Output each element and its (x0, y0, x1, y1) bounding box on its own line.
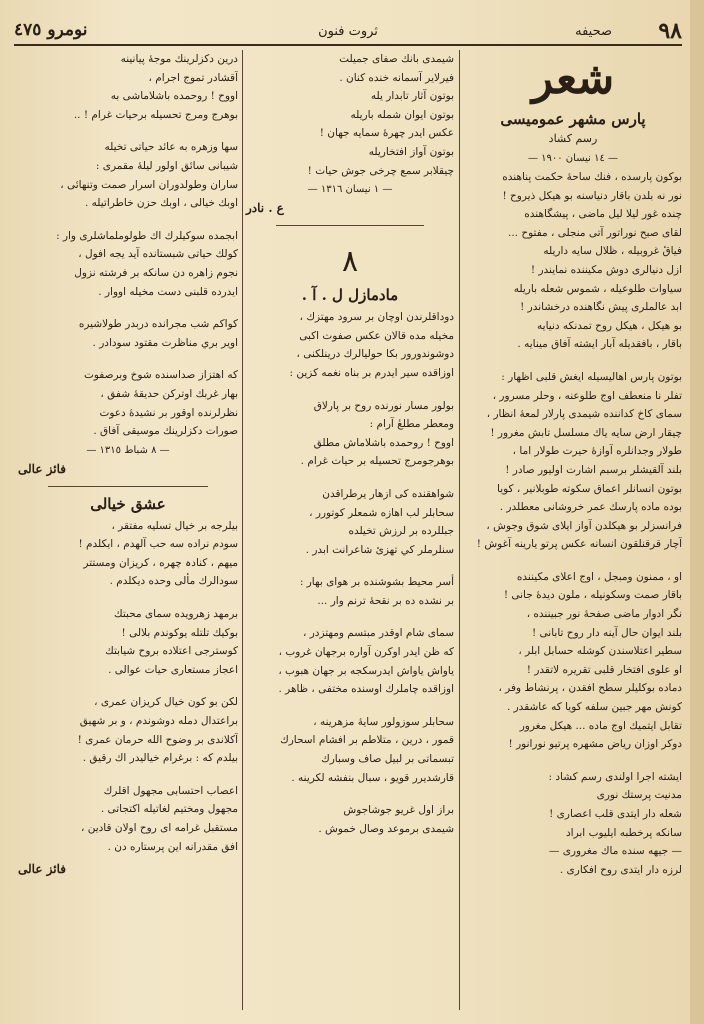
poem-body (246, 308, 454, 838)
verse-line: أسر محيط بشوشنده بر هواى بهار : (299, 576, 454, 589)
verse-line: — جيهه سنده ماك مغرورى — (548, 845, 682, 858)
stanza (18, 227, 238, 301)
verse-line: ايشته اجرا اولندى رسم كشاد : (548, 770, 682, 783)
column-middle (246, 50, 454, 1010)
verse-line: لكن بو كون خيال كريزان عمرى ، (94, 696, 238, 709)
stanza (464, 568, 682, 754)
verse-line: شعله دار ايتدى قلب اعصارى ! (549, 808, 682, 820)
verse-line: ابد عالملرى پيش نگاهنده درخشاندر ! (520, 301, 682, 314)
verse-line: كواكم شب مجرانده دربدر طولاشيره (78, 318, 238, 331)
verse-line: طولار وجدانلره آوازهٔ حيرت طولار اما ، (512, 445, 682, 458)
verse-line: كونش مهر جبين سلفه كويا كه عاشقدر . (506, 701, 682, 714)
verse-line: برمهد زهرويده سماى محبتك (114, 608, 238, 621)
verse-line: فياقٔ غروبيله ، ظلال سايه داريله (543, 245, 682, 258)
verse-line: كولك حياتى شبستانده آيد يجه افول ، (78, 248, 238, 261)
verse-line: سنلرملر كي تهزئ شاعرانت ابدر . (305, 543, 454, 556)
verse-line: بيلدم كه : برغرام خياليدر اك رقيق . (82, 752, 238, 765)
verse-line: شيمدى بانك صفاى جميلت (339, 53, 454, 65)
stanza (18, 517, 238, 591)
verse-line: كه ظن ايدر اوكرن آواره برجهان غروب ، (278, 646, 454, 659)
verse-line: اووح ! روحمده باشلاماش مطلق (313, 436, 454, 449)
verse-line: شيمدى برموعد وصال خموش . (318, 822, 454, 835)
stanza (246, 308, 454, 382)
verse-line: ايدرده قلبنى دست مخيله اووار . (98, 285, 238, 298)
verse-line: نور نه بلدن باقار دنياسنه بو هيكل ذيروح ! (502, 189, 682, 202)
verse-line: دماده بوكليلر سطح افقدن ، پرنشاط وفر ، (498, 682, 682, 695)
verse-line: بوهرجومرج تحسيله بر حيات غرام . (300, 455, 454, 468)
verse-line: چيقلابر سمع چرخى جوش حيات ! (307, 164, 454, 177)
stanza (246, 801, 454, 838)
verse-line: باقار ، بافقديله آبار ايشته آفاق مينايه . (517, 338, 682, 351)
verse-line: بلند آلقيشلر برسبم اشارت اوليور صادر ! (505, 463, 682, 476)
magazine-title: ثروت فنون (318, 24, 378, 39)
verse-line: چنده غور ليلا ليل ماضى ، پيشگاهنده (524, 208, 682, 221)
verse-line: سانكه پرخطبه ايليوب ابراد (566, 826, 682, 839)
stanza (246, 624, 454, 698)
stanza (18, 605, 238, 679)
verse-line: شيبانى سائق اولور ليلهٔ مقمرى : (95, 159, 238, 172)
verse-line: سها وزهره به عائد حياتى تخيله (104, 141, 238, 154)
verse-line: فرانسزلر بو هيكلدن آواز ايلاى شوق وجوش ، (486, 519, 682, 532)
stanza (464, 768, 682, 880)
signature: فائز عالى (18, 461, 67, 476)
verse-line: سماى شام اوقدر مبتسم ومهتزدر ، (302, 627, 454, 640)
verse-line: اعصاب احتسابى مجهول اقلرك (103, 784, 238, 797)
verse-line: اووح ! روحمده باشلاماشى به (110, 90, 238, 103)
stanza (18, 315, 238, 352)
verse-line: ياواش ياواش ايدرسكجه بر جهان هبوب ، (278, 664, 454, 677)
verse-line: ميهم ، كنادہ چهره ، كريزان ومستتر (83, 556, 238, 569)
verse-line: سحابلر سوزولور سايهٔ مزهرينه ، (313, 715, 454, 728)
verse-line: بوتون پارس اهاليسيله ايغش قلبى اظهار : (501, 370, 682, 383)
verse-line: آكلاندى بر وضوح الله حرمان عمرى ! (77, 733, 238, 746)
verse-line: چيقار ارض سايه ياك مسلسل تابش مغرور ! (490, 426, 682, 439)
verse-line: اوبك خيالى ، اوبك حزن خاطراتيله . (84, 197, 238, 210)
verse-line: تقابل ايتميك اوج ماده ... هيكل مغرور (519, 719, 682, 732)
verse-line: آچار قرقنلقون انسانه عكس پرتو يارينه آغوش ! (476, 538, 682, 551)
verse-line: بوتون ايوان شمله باريله (350, 108, 454, 121)
verse-line: بوده ماده پارسك عمر خروشانى معطلدر . (499, 501, 682, 514)
verse-line: سودالرك مألى وحده ديكلدم . (109, 575, 238, 588)
stanza (18, 693, 238, 767)
stanza (246, 397, 454, 471)
divider (276, 225, 424, 226)
verse-line: براعتدال دمله دوشوندم ، و بر شهيق (79, 715, 238, 728)
verse-line: لقاى صبح نوراتور آتى منجلى ، مفتوح ... (507, 226, 682, 239)
verse-line: بوتون آواز افتخاريله (368, 145, 454, 158)
column-divider (242, 50, 243, 1010)
verse-line: سحابلر لب اهازه شمعلر كوتورر ، (309, 506, 454, 519)
verse-line: سياوات طلوعيله ، شموس شعله باريله (513, 282, 682, 295)
page-label: صحيفه (575, 24, 612, 39)
signature: فائز عالى (18, 862, 67, 877)
verse-line: قارشديرر قويو ، سبال بنفشه لكرينه . (291, 771, 454, 784)
stanza (18, 366, 238, 440)
column-right (464, 50, 682, 1010)
stanza (464, 168, 682, 354)
page-header (14, 14, 682, 46)
verse-line: نگر ادوار ماضى صفحهٔ نور جبيننده ، (526, 608, 682, 621)
verse-line: بيلرجه بر خيال تسليه مفتقر ، (111, 519, 238, 532)
handwritten-mark: ٨ (341, 244, 359, 280)
page-number: ٩٨ (658, 18, 682, 44)
verse-line: قمور ، درين ، متلاطم بر افشام اسحارك (280, 734, 454, 747)
verse-line: باقار صمت وسكونيله ، ملون ديدهٔ جانى ! (503, 589, 682, 602)
verse-line: بوهرج ومرج تحسيله برحيات غرام ! .. (73, 108, 238, 121)
verse-line: اعجاز مستعارى حيات عوالى . (108, 663, 238, 676)
verse-line: سطير اعتلاسندن كوشله حسابل ابلر ، (518, 645, 682, 658)
verse-line: صورات دكزلرينك موسيقى آفاق . (93, 425, 238, 438)
verse-line: شواهقنده كى ازهار يرطراقدن (322, 487, 454, 500)
verse-line: تبسماتى بر لبيل صاف وسبارك (321, 753, 454, 766)
verse-line: آقشادر تموج اجرام ، (148, 71, 238, 84)
stanza (246, 485, 454, 559)
verse-line: سودم نراده سه حب آلهدم ، ايكلدم ! (78, 538, 238, 551)
poem-body (18, 50, 238, 441)
verse-line: تفلر نا منعطف اوج طلوعنه ، وحلر مسرور ، (492, 389, 682, 402)
verse-line: نجوم زاهره دن سانكه بر فرشته نزول (74, 266, 238, 279)
verse-line: بولور مسار نورنده روح بر پارلاق (313, 399, 454, 412)
divider (48, 486, 208, 487)
issue-number: نومرو ٤٧٥ (14, 20, 88, 40)
poem-date: — ١٤ نيسان ١٩٠٠ — (527, 153, 619, 164)
verse-line: عكس ايدر چهرهٔ سمايه جهان ! (319, 127, 454, 140)
verse-line: بوتون انسانلر اعماق سكوته طوبلانير ، كويا (497, 482, 682, 495)
verse-line: بلند ايوان حال آينه دار روح تابانى ! (531, 626, 682, 639)
verse-line: بهار غربك اوتركن حديقهٔ شفق ، (100, 387, 238, 400)
column-left (18, 50, 238, 1010)
verse-line: كه اهتزاز صداسنده شوخ وبرصفوت (83, 369, 238, 382)
stanza (18, 138, 238, 212)
poem-date: — ١ نيسان ١٣١٦ — (307, 184, 393, 196)
stanza (246, 50, 454, 180)
verse-line: ومعطر مطلعٔ آرام : (369, 418, 454, 431)
verse-line: مستقبل غرامه اى روح اولان قادين ، (80, 822, 238, 834)
poem-title: عشق خيالى (90, 494, 166, 513)
verse-line: ساران وطولدوران اسرار صمت وتنهائى ، (60, 178, 238, 191)
verse-line: لرزه دار ايتدى روح افكارى . (559, 863, 682, 876)
signature: ع . نادر (246, 201, 284, 216)
verse-line: ابجمده سوكيلرك اك طولوملماشلرى وار : (56, 229, 238, 242)
verse-line: دوداقلرندن اوچان بر سرود مهتزك ، (299, 311, 454, 324)
verse-line: مخيله مده قالان عكس صفوت اكبى (299, 329, 454, 342)
verse-line: مجهول ومختيم لغاتيله اكتجاتى . (100, 803, 238, 816)
verse-line: بوكون پارسده ، فنك ساحهٔ حكمت پناهنده (502, 171, 682, 183)
verse-line: اوزاقده چاملرك اوسنده مختفى ، ظاهر . (278, 683, 454, 696)
poem-title: پارس مشهر عموميسى (500, 110, 646, 128)
stanza (246, 713, 454, 787)
verse-line: او ، ممنون ومبجل ، اوج اعلاى مكيننده (516, 570, 682, 583)
verse-line: بوكيك تلتله يوكوندم بلالى ! (121, 626, 238, 639)
verse-line: بوتون آثار تابدار يله (370, 90, 454, 103)
stanza (464, 368, 682, 554)
column-divider (459, 50, 460, 1010)
verse-line: اوير بري مناظرت مقتود سودادر . (92, 336, 238, 349)
verse-line: او علوى افتخار قلبى تقريره لاتقدر ! (526, 663, 682, 676)
verse-line: مدنيت پرستك نورى (596, 789, 682, 802)
verse-line: فيرلاير آسمانه خنده كنان . (339, 71, 454, 84)
verse-line: نظرلرنده اوقور بر نشيدهٔ دعوت (99, 406, 238, 419)
verse-line: جبللرده بر لرزش تخيلده (348, 525, 454, 538)
stanza (246, 573, 454, 610)
poem-subtitle: رسم كشاد (548, 132, 598, 145)
verse-line: درين دكزلرينك موجهٔ پيانينه (120, 53, 238, 65)
verse-line: اوزاقده سير ايدرم بر بناه نغمه كزين : (289, 366, 454, 379)
verse-line: سماى كاخ كداننده شيمدى پارلار لمعهٔ انظار ، (486, 408, 682, 421)
section-title: شعر (531, 53, 615, 104)
verse-line: كوسترجى اعتلاده بروح شيابتك (105, 645, 238, 658)
stanza (18, 50, 238, 124)
verse-line: دوكر اوزان رياض مشهره پرتيو نورانور ! (508, 738, 682, 751)
verse-line: افق مقدرانه اين پرستاره دن . (107, 840, 238, 853)
verse-line: دوشوندورور بكا حوليالرك درينلكنى ، (296, 348, 454, 361)
verse-line: براز اول غريو جوشاجوش (343, 804, 454, 817)
verse-line: ازل دنيالرى دوش مكيننده نمايندر ! (530, 263, 682, 276)
verse-line: بو هيكل ، هيكل روح تمدنكه دنيايه (537, 319, 682, 332)
poem-date: — ٨ شباط ١٣١٥ — (86, 444, 170, 456)
poem-title: مادمازل ل . آ . (301, 286, 399, 305)
verse-line: بر نشده ده بر نقحهٔ ترنم وار ... (317, 594, 454, 607)
stanza (18, 782, 238, 856)
poem-body (18, 517, 238, 857)
